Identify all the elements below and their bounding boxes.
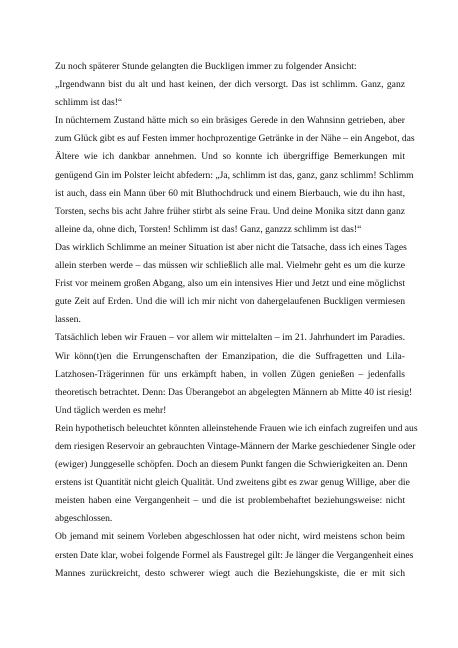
text-line: Mannes zurückreicht, desto schwerer wiegt auch die Beziehungskiste, die er mit sich	[55, 567, 405, 579]
text-line: Ältere wie ich dankbar annehmen. Und so konnte ich übergriffige Bemerkungen mit	[55, 151, 405, 163]
text-line: dem riesigen Reservoir an gebrauchten Vintage-Männern der Marke geschiedener Single oder	[55, 440, 416, 452]
text-line: „Irgendwann bist du alt und hast keinen, der dich versorgt. Das ist schlimm. Ganz, ganz	[55, 79, 405, 91]
text-line: Torsten, sechs bis acht Jahre früher stirbt als seine Frau. Und deine Monika sitzt dann ganz	[55, 205, 405, 217]
text-line: Wir könn(t)en die Errungenschaften der Emanzipation, die die Suffragetten und Lila-	[55, 350, 405, 362]
text-line: (ewiger) Junggeselle schöpfen. Doch an diesem Punkt fangen die Schwierigkeiten an. Denn	[55, 459, 408, 471]
text-line: Frist vor meinem großen Abgang, also um ein intensives Hier und Jetzt und eine möglichst	[55, 278, 405, 290]
text-line: lassen.	[55, 314, 81, 326]
text-line: abgeschlossen.	[55, 513, 113, 525]
text-line: ersten Date klar, wobei folgende Formel als Faustregel gilt: Je länger die Vergangenheit eines	[55, 549, 414, 561]
text-line: zum Glück gibt es auf Festen immer hochprozentige Getränke in der Nähe – ein Angebot, das	[55, 133, 415, 145]
body-text	[55, 58, 418, 583]
text-line: Ob jemand mit seinem Vorleben abgeschlossen hat oder nicht, wird meistens schon beim	[55, 531, 405, 543]
text-line: theoretisch betrachtet. Denn: Das Überangebot an abgelegten Männern ab Mitte 40 ist riesig!	[55, 386, 413, 398]
text-line: alleine da, ohne dich, Torsten! Schlimm ist das! Ganz, ganzzz schlimm ist das!“	[55, 223, 362, 235]
text-line: schlimm ist das!“	[55, 97, 123, 109]
text-line: gute Zeit auf Erden. Und die will ich mir nicht von dahergelaufenen Buckligen vermiesen	[55, 296, 405, 308]
text-line: Latzhosen-Trägerinnen für uns erkämpft haben, in vollen Zügen genießen – jedenfalls	[55, 368, 405, 380]
text-line: In nüchternem Zustand hätte mich so ein bräsiges Gerede in den Wahnsinn getrieben, aber	[55, 115, 405, 127]
text-line: ist auch, dass ein Mann über 60 mit Bluthochdruck und einem Bierbauch, wie du ihn hast,	[55, 187, 405, 199]
text-line: erstens ist Quantität nicht gleich Qualität. Und zweitens gibt es zwar genug Willige, aber die	[55, 477, 410, 489]
text-line: Das wirklich Schlimme an meiner Situation ist aber nicht die Tatsache, dass ich eines Tages	[55, 241, 407, 253]
text-line: Rein hypothetisch beleuchtet könnten alleinstehende Frauen wie ich einfach zugreifen und aus	[55, 422, 418, 434]
text-line: Tatsächlich leben wir Frauen – vor allem wir mittelalten – im 21. Jahrhundert im Paradies.	[55, 332, 405, 344]
text-line: Zu noch späterer Stunde gelangten die Buckligen immer zu folgender Ansicht:	[55, 61, 357, 72]
text-line: allein sterben werde – das müssen wir schließlich alle mal. Vielmehr geht es um die kurze	[55, 260, 405, 272]
text-line: Und täglich werden es mehr!	[55, 404, 167, 416]
text-line: genügend Gin im Polster leicht abfedern: „Ja, schlimm ist das, ganz, ganz schlimm! Schlimm	[55, 169, 414, 181]
text-line: meisten haben eine Vergangenheit – und die ist problembehaftet beziehungsweise: nicht	[55, 495, 405, 507]
